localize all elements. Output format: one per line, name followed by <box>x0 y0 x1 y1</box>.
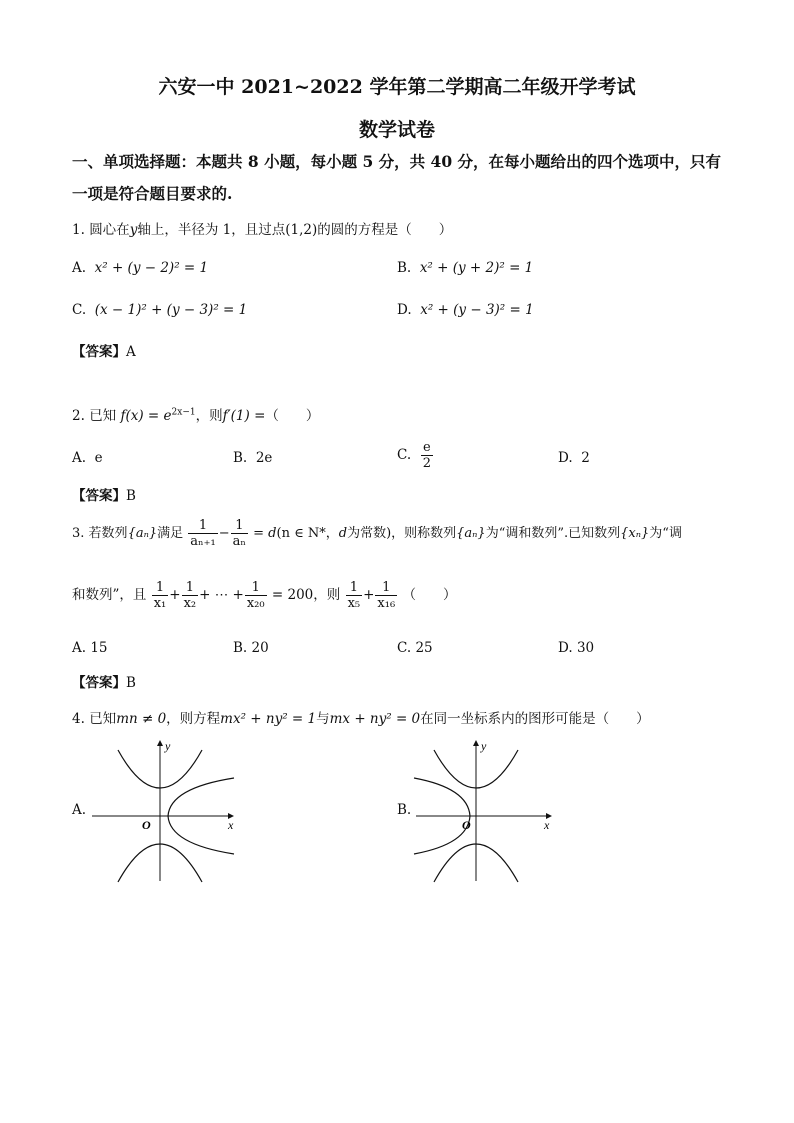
question-text: 为常数)，则称数列 <box>347 526 457 541</box>
option-label: D. <box>558 450 573 466</box>
fraction-denominator: aₙ₊₁ <box>190 534 216 549</box>
math-deriv: f′(1) = <box>222 408 266 424</box>
question-number: 2. <box>72 408 85 424</box>
math-eq: = 200 <box>271 587 314 603</box>
option-d <box>558 640 594 656</box>
math-op: − <box>218 526 230 541</box>
question-text: 在同一坐标系内的图形可能是（ ） <box>420 711 650 727</box>
option-b <box>233 450 272 466</box>
fraction-denominator: x₁₆ <box>377 596 396 611</box>
question-3-line1 <box>72 518 682 549</box>
math-seq: {aₙ} <box>127 526 158 541</box>
question-text: （ ） <box>265 408 320 424</box>
question-text: 为“调 <box>649 526 682 541</box>
option-label: C. <box>397 640 412 656</box>
answer-value: B <box>126 488 136 504</box>
origin-label: O <box>462 818 471 832</box>
option-math: x² + (y + 2)² = 1 <box>419 260 534 276</box>
answer-tag: 【答案】 <box>72 675 126 691</box>
fraction <box>152 580 169 611</box>
option-math: x² + (y − 3)² = 1 <box>420 302 534 318</box>
fraction <box>375 580 397 611</box>
fraction-numerator: 1 <box>182 580 199 596</box>
question-text: 已知 <box>89 711 117 727</box>
option-label: B. <box>397 260 412 276</box>
fraction <box>245 580 267 611</box>
option-value: 25 <box>415 640 433 656</box>
fraction-denominator: x₂₀ <box>246 596 265 611</box>
option-label: A. <box>72 260 87 276</box>
question-number: 4. <box>72 711 85 727</box>
option-label: D. <box>397 302 412 318</box>
question-text: ，则 <box>195 408 223 424</box>
question-1 <box>72 218 452 238</box>
fraction <box>188 518 217 549</box>
option-label: B. <box>233 450 248 466</box>
math-op: + <box>363 587 375 603</box>
page-subtitle: 数学试卷 <box>358 119 435 141</box>
fraction <box>231 518 248 549</box>
option-d <box>397 302 534 318</box>
fraction-numerator: 1 <box>231 518 248 534</box>
answer-value: A <box>126 344 136 360</box>
fraction-denominator: 2 <box>422 456 432 471</box>
question-text: 满足 <box>157 526 184 541</box>
fraction-denominator: x₂ <box>183 596 197 611</box>
fraction-numerator: 1 <box>375 580 397 596</box>
question-text: ，则 <box>313 587 341 603</box>
graph-option-a <box>88 736 238 884</box>
y-axis-label: y <box>481 739 487 753</box>
fraction-numerator: 1 <box>152 580 169 596</box>
option-math: (x − 1)² + (y − 3)² = 1 <box>94 302 248 318</box>
option-value: 30 <box>576 640 595 656</box>
option-c <box>397 640 433 656</box>
math-point: (1,2) <box>285 222 318 238</box>
x-axis-label: x <box>544 818 550 832</box>
math-var: d <box>338 526 348 541</box>
fraction-numerator: 1 <box>188 518 217 534</box>
option-math: 2 <box>581 450 590 466</box>
answer-tag: 【答案】 <box>72 344 126 360</box>
option-label: D. <box>558 640 573 656</box>
option-math: e <box>94 450 103 466</box>
fraction-denominator: x₅ <box>347 596 361 611</box>
fraction <box>346 580 363 611</box>
option-d <box>558 450 590 466</box>
math-op: + ⋯ + <box>199 587 244 603</box>
answer-tag: 【答案】 <box>72 488 126 504</box>
question-3-line2 <box>72 580 456 611</box>
question-text: 与 <box>316 711 330 727</box>
option-b <box>397 260 533 276</box>
option-a-label: A. <box>72 802 87 818</box>
fraction-numerator: e <box>421 440 433 456</box>
option-b <box>233 640 269 656</box>
option-label: C. <box>72 302 87 318</box>
question-text: 若数列 <box>88 526 128 541</box>
question-text: 圆心在 <box>89 222 130 238</box>
answer-value: B <box>126 675 136 691</box>
option-label: C. <box>397 447 412 463</box>
option-value: 20 <box>251 640 269 656</box>
fraction-denominator: aₙ <box>232 534 247 549</box>
question-text: 轴上，半径为 1，且过点 <box>137 222 286 238</box>
fraction-numerator: 1 <box>245 580 267 596</box>
question-text: 已知 <box>89 408 117 424</box>
page-title: 六安一中 2021~2022 学年第二学期高二年级开学考试 <box>158 76 636 98</box>
option-b-label: B. <box>397 802 412 818</box>
option-c <box>397 440 434 471</box>
question-2 <box>72 404 319 424</box>
fraction-denominator: x₁ <box>153 596 167 611</box>
option-a <box>72 260 208 276</box>
question-4 <box>72 707 650 727</box>
option-a <box>72 640 108 656</box>
y-axis-arrow <box>473 740 479 746</box>
section-heading-line2: 一项是符合题目要求的. <box>72 184 233 203</box>
math-cond: mn ≠ 0 <box>116 711 167 727</box>
graph-option-b <box>412 736 562 884</box>
math-exp: 2x−1 <box>171 407 196 418</box>
y-axis-label: y <box>165 739 171 753</box>
math-op: + <box>169 587 181 603</box>
math-eq: mx² + ny² = 1 <box>220 711 317 727</box>
option-math: 2e <box>255 450 273 466</box>
fraction <box>182 580 199 611</box>
origin-label: O <box>142 818 151 832</box>
question-number: 3. <box>72 526 85 541</box>
option-math: x² + (y − 2)² = 1 <box>94 260 209 276</box>
math-func: f(x) = e <box>120 408 172 424</box>
option-c <box>72 302 247 318</box>
option-fraction <box>421 440 433 471</box>
question-text: （ ） <box>402 587 457 603</box>
question-text: 为“调和数列”.已知数列 <box>485 526 621 541</box>
math-eq: = d <box>253 526 277 541</box>
option-value: 15 <box>90 640 108 656</box>
math-seq: {aₙ} <box>456 526 486 541</box>
x-axis-label: x <box>228 818 234 832</box>
section-heading-line1: 一、单项选择题：本题共 8 小题，每小题 5 分，共 40 分，在每小题给出的四个选项中，只有 <box>72 152 722 171</box>
fraction-numerator: 1 <box>346 580 363 596</box>
question-number: 1. <box>72 222 85 238</box>
question-text: 的圆的方程是（ ） <box>317 222 453 238</box>
answer-2 <box>72 484 136 504</box>
option-label: A. <box>72 640 87 656</box>
question-text: 和数列”，且 <box>72 587 147 603</box>
math-seq: {xₙ} <box>620 526 650 541</box>
option-label: B. <box>233 640 248 656</box>
math-eq: mx + ny² = 0 <box>329 711 421 727</box>
option-label: A. <box>72 450 87 466</box>
y-axis-arrow <box>157 740 163 746</box>
math-var: y <box>129 222 138 238</box>
option-a <box>72 450 103 466</box>
answer-3 <box>72 671 136 691</box>
question-text: ，则方程 <box>166 711 221 727</box>
answer-1 <box>72 340 136 360</box>
math-cond: (n ∈ N*， <box>276 526 339 541</box>
